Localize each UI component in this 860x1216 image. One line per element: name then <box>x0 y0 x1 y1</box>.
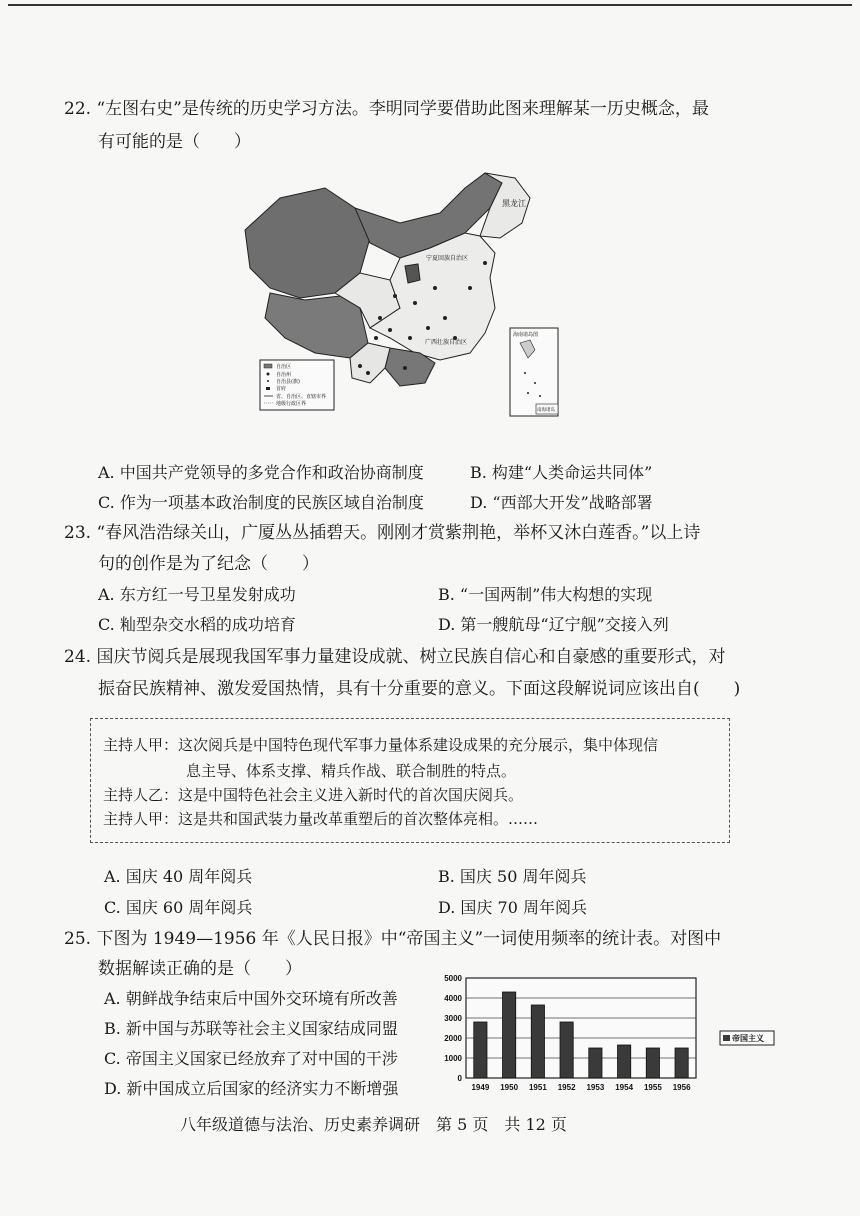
q25-stem-line1: 25. 下图为 1949—1956 年《人民日报》中“帝国主义”一词使用频率的统计表。对图中 <box>64 929 722 949</box>
y-tick-label: 4000 <box>444 994 462 1003</box>
q24-dialog-line2: 息主导、体系支撑、精兵作战、联合制胜的特点。 <box>186 762 517 780</box>
q24-dialog-line3: 主持人乙：这是中国特色社会主义进入新时代的首次国庆阅兵。 <box>103 786 524 804</box>
legend-item-5: 地级行政区界 <box>276 401 307 407</box>
q24-stem-line1: 24. 国庆节阅兵是展现我国军事力量建设成就、树立民族自信心和自豪感的重要形式，对 <box>64 647 726 667</box>
x-tick-label: 1952 <box>557 1083 576 1092</box>
legend-item-1: 自治州 <box>276 372 292 378</box>
map-inset-box <box>510 328 558 416</box>
y-tick-label: 3000 <box>444 1014 462 1023</box>
bar-1955 <box>646 1048 659 1078</box>
bar-1956 <box>675 1048 688 1078</box>
imperialism-frequency-bar-chart <box>418 970 778 1100</box>
map-label-ningxia: 宁夏回族自治区 <box>426 255 469 262</box>
map-inset-title: 海南诸岛图 <box>513 332 539 338</box>
chart-legend-swatch <box>723 1035 730 1041</box>
x-tick-label: 1956 <box>672 1083 691 1092</box>
page-footer: 八年级道德与法治、历史素养调研 第 5 页 共 12 页 <box>180 1115 567 1134</box>
map-inset-label: 南海诸岛 <box>537 408 555 413</box>
y-tick-label: 2000 <box>444 1034 462 1043</box>
q24-option-d[interactable]: D. 国庆 70 周年阅兵 <box>438 898 587 917</box>
y-tick-label: 0 <box>457 1074 462 1083</box>
legend-item-0: 自治区 <box>276 364 292 370</box>
x-tick-label: 1954 <box>615 1083 634 1092</box>
top-rule <box>8 4 852 6</box>
x-tick-label: 1950 <box>500 1083 519 1092</box>
chart-legend-label: 帝国主义 <box>732 1034 764 1043</box>
q25-option-d[interactable]: D. 新中国成立后国家的经济实力不断增强 <box>104 1079 399 1098</box>
q23-stem-line1: 23. “春风浩浩绿关山，广厦丛丛插碧天。刚刚才赏紫荆艳，举杯又沐白莲香。”以上诗 <box>64 523 701 543</box>
q23-stem-line2: 句的创作是为了纪念（ ） <box>98 554 319 574</box>
q22-stem-line2: 有可能的是（ ） <box>98 132 251 152</box>
bar-1951 <box>531 1005 544 1078</box>
legend-item-3: 首府 <box>276 386 287 392</box>
q24-stem-line2: 振奋民族精神、激发爱国热情，具有十分重要的意义。下面这段解说词应该出自( ) <box>98 679 741 699</box>
map-label-heilongjiang: 黑龙江 <box>502 199 526 208</box>
x-tick-label: 1953 <box>586 1083 605 1092</box>
q22-option-c[interactable]: C. 作为一项基本政治制度的民族区域自治制度 <box>98 493 424 512</box>
q22-option-d[interactable]: D. “西部大开发”战略部署 <box>470 493 653 512</box>
q24-option-a[interactable]: A. 国庆 40 周年阅兵 <box>104 867 253 886</box>
bar-1949 <box>474 1022 487 1078</box>
q25-stem-line2: 数据解读正确的是（ ） <box>98 959 302 979</box>
map-label-guangxi: 广西壮族自治区 <box>425 339 468 346</box>
legend-item-4: 省、自治区、直辖市界 <box>276 394 327 400</box>
q25-option-b[interactable]: B. 新中国与苏联等社会主义国家结成同盟 <box>104 1019 398 1038</box>
q22-stem-line1: 22. “左图右史”是传统的历史学习方法。李明同学要借助此图来理解某一历史概念，最 <box>64 99 709 119</box>
q23-option-a[interactable]: A. 东方红一号卫星发射成功 <box>98 585 296 604</box>
q22-option-b[interactable]: B. 构建“人类命运共同体” <box>470 463 653 482</box>
bar-1950 <box>503 992 516 1078</box>
bar-1952 <box>560 1022 573 1078</box>
bar-1953 <box>589 1048 602 1078</box>
q23-option-b[interactable]: B. “一国两制”伟大构想的实现 <box>438 585 653 604</box>
x-tick-label: 1951 <box>528 1083 547 1092</box>
y-tick-label: 5000 <box>444 974 462 983</box>
q24-dialog-box <box>90 718 730 843</box>
legend-item-2: 自治县(旗) <box>276 379 300 385</box>
q24-option-c[interactable]: C. 国庆 60 周年阅兵 <box>104 898 253 917</box>
q23-option-c[interactable]: C. 籼型杂交水稻的成功培育 <box>98 615 296 634</box>
x-tick-label: 1949 <box>471 1083 490 1092</box>
q24-option-b[interactable]: B. 国庆 50 周年阅兵 <box>438 867 587 886</box>
bar-1954 <box>618 1045 631 1078</box>
q23-option-d[interactable]: D. 第一艘航母“辽宁舰”交接入列 <box>438 615 669 634</box>
q22-option-a[interactable]: A. 中国共产党领导的多党合作和政治协商制度 <box>98 463 424 482</box>
chart-plot-area <box>466 978 696 1078</box>
q25-option-c[interactable]: C. 帝国主义国家已经放弃了对中国的干涉 <box>104 1049 398 1068</box>
y-tick-label: 1000 <box>444 1054 462 1063</box>
x-tick-label: 1955 <box>643 1083 662 1092</box>
q25-option-a[interactable]: A. 朝鲜战争结束后中国外交环境有所改善 <box>104 989 398 1008</box>
china-autonomous-regions-map <box>240 168 580 420</box>
map-region-ningxia <box>405 264 420 283</box>
q24-dialog-line4: 主持人甲：这是共和国武装力量改革重塑后的首次整体亮相。…… <box>103 810 539 828</box>
q24-dialog-line1: 主持人甲：这次阅兵是中国特色现代军事力量体系建设成果的充分展示，集中体现信 <box>103 736 659 754</box>
